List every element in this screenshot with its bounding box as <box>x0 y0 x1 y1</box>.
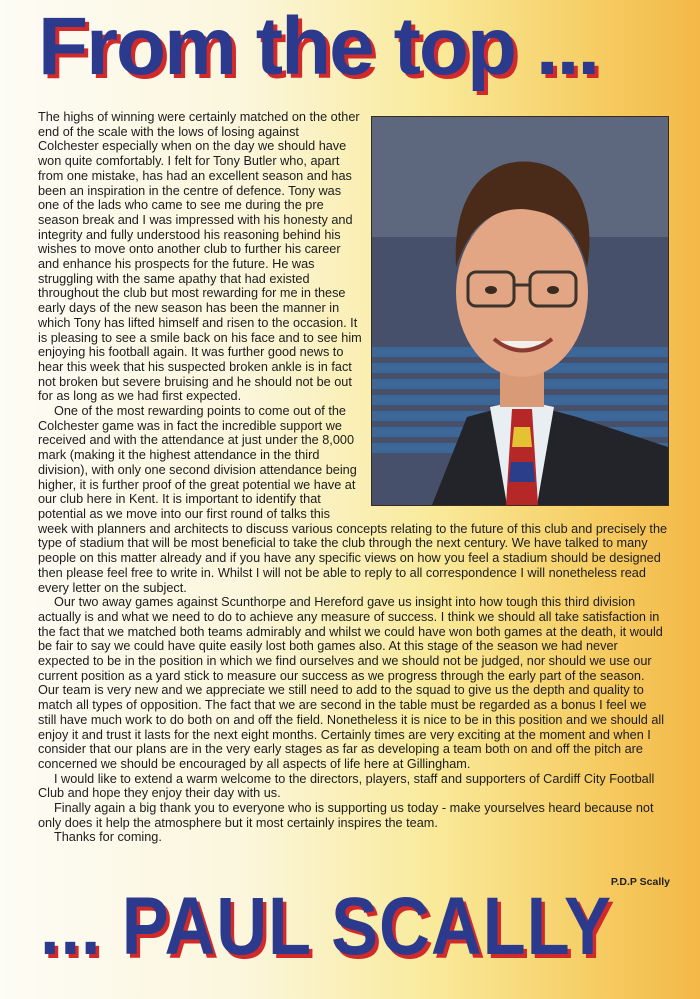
article-paragraph: Finally again a big thank you to everyone who is supporting us today - make yourselves heard because not only does it help the atmosphere but it most certainly inspires the team. <box>38 801 654 830</box>
article-paragraph: The highs of winning were certainly matched on the other end of the scale with the lows of losing against Colchester especially when on the day we should have won quite comfortably. I felt for Tony Butler who, apart from one mistake, has had an excellent season and has been an inspiration in the centre of defence. Tony was one of the lads who came to see me during the pre season break and I was impressed with his honesty and integrity and fully understood his reasoning behind his wishes to move onto another club to further his career and enhance his prospects for the future. He was struggling with the same apathy that had existed throughout the club but most rewarding for me in these early days of the new season has been the manner in which Tony has lifted himself and risen to the occasion. It is pleasing to see a smile back on his face and to see him enjoying his football again. It was further good news to hear this week that his suspected broken ankle is in fact not broken but severe bruising and he should not be out for as long as we had first expected. <box>38 110 362 404</box>
page-headline: From the top ... <box>38 1 599 92</box>
photo-spacer <box>370 110 668 510</box>
author-signoff: P.D.P Scally <box>610 876 670 888</box>
article-paragraph: I would like to extend a warm welcome to the directors, players, staff and supporters of Cardiff City Football Club and hope they enjoy their day with us. <box>38 771 655 801</box>
article-paragraph: Our two away games against Scunthorpe and Hereford gave us insight into how tough this third division actually is and what we need to do to achieve any measure of success. I think we should all take satisfaction in the fact that we matched both teams admirably and whilst we could have won both games at the death, it would be fair to say we could have quite easily lost both games also. At this stage of the season we had never expected to be in the position in which we find ourselves and we should not be judged, nor should we use our current position as a yard stick to measure our success as we progress through the early part of the season. Our team is very new and we appreciate we still need to add to the squad to give us the depth and quality to match all types of opposition. The fact that we are second in the table must be regarded as a bonus I feel we still have much work to do both on and off the field. Nonetheless it is nice to be in this position and we should all enjoy it and trust it lasts for the next eight months. Certainly times are very exciting at the moment and when I consider that our plans are in the very early stages as far as developing a team both on and off the pitch are concerned we should be encouraged by all aspects of life here at Gillingham. <box>38 595 665 771</box>
article-paragraph: Thanks for coming. <box>54 830 162 845</box>
article-body <box>38 110 668 845</box>
article-paragraph: One of the most rewarding points to come out of the Colchester game was in fact the incredible support we received and with the attendance at just under the 8,000 mark (making it the highest attendance in the third division), with only one second division attendance being higher, it is further proof of the great potential we have at our club here in Kent. It is important to identify that potential as we move into our first round of talks this week with planners and architects to discuss various concepts relating to the future of this club and precisely the type of stadium that will be most beneficial to take the club through the next century. We have talked to many people on this matter already and if you have any specific views on how you feel a stadium should be designed then please feel free to write in. Whilst I will not be able to reply to all correspondence I will nonetheless read every letter on the subject. <box>38 404 668 595</box>
footer-author-name: ... PAUL SCALLY <box>40 881 612 972</box>
